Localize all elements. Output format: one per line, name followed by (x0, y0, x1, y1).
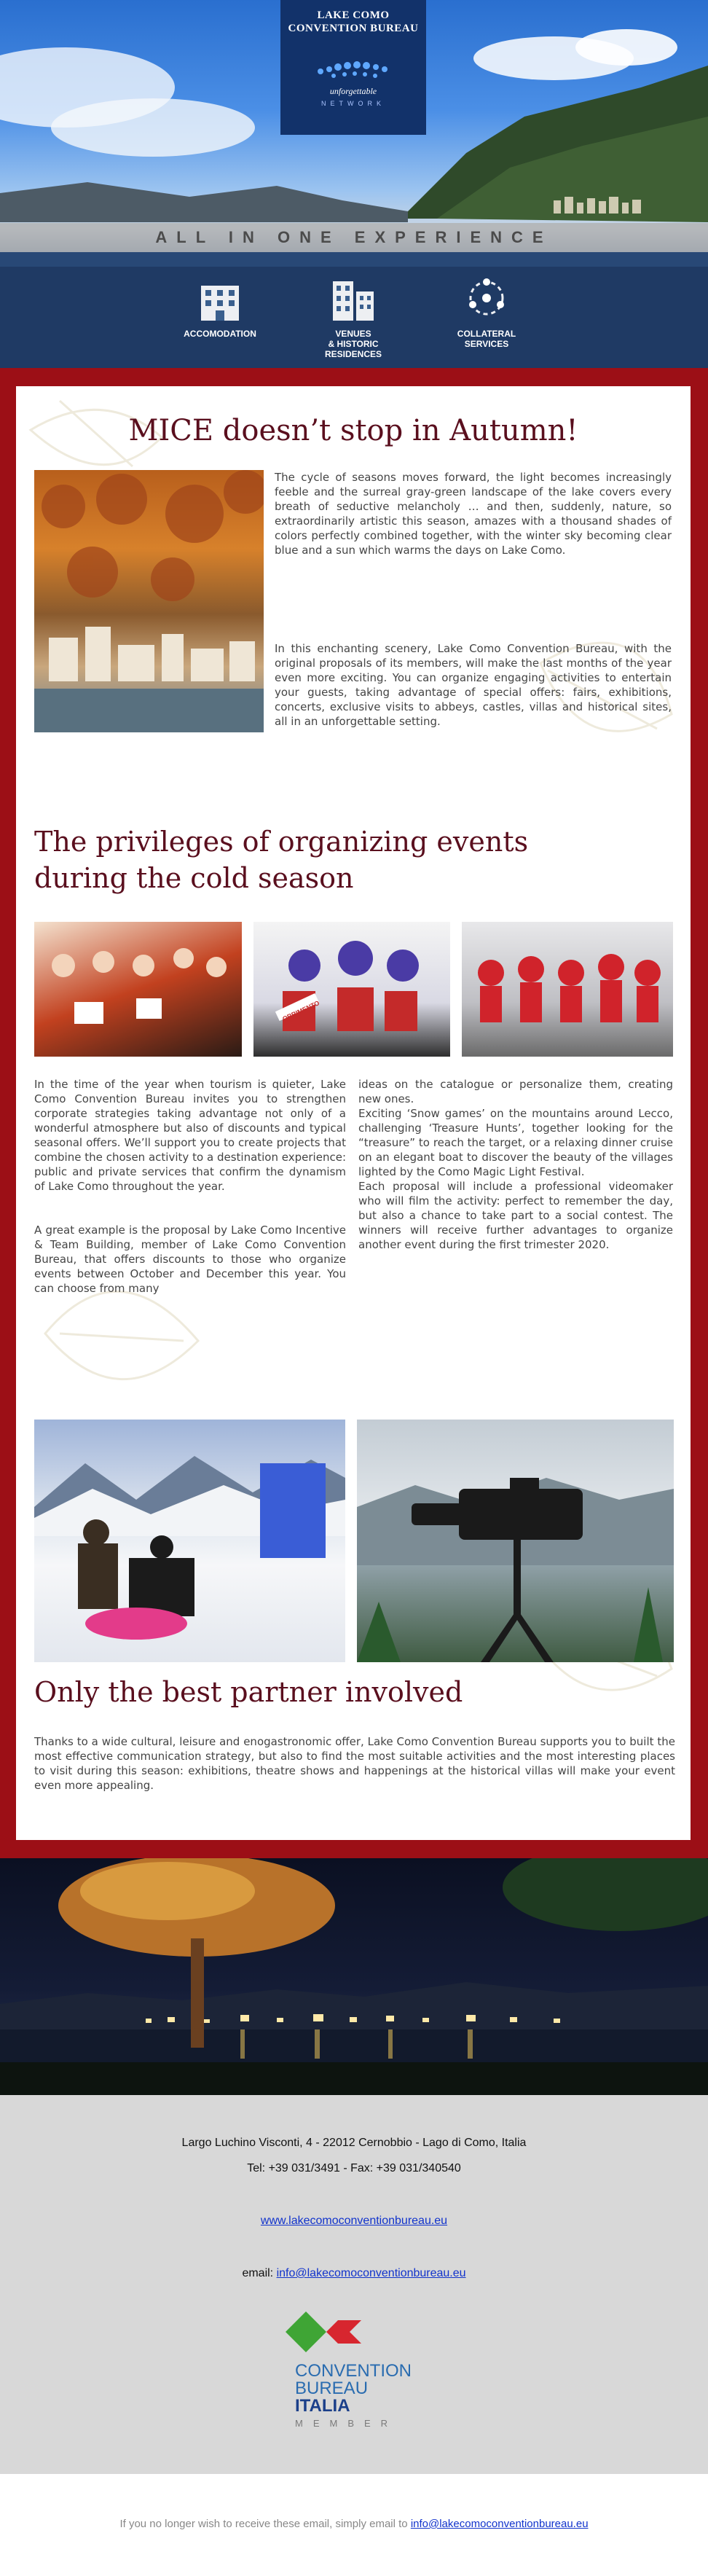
lake-night-photo-art (0, 1858, 708, 2095)
section2-title (34, 823, 675, 896)
section2-col2-paragraph-1: ideas on the catalogue or personalize them, creating new ones. (358, 1078, 673, 1105)
autumn-lake-photo-art (34, 470, 264, 732)
section1-title: MICE doesn’t stop in Autumn! (128, 414, 578, 447)
cbi-member: MEMBER (295, 2418, 398, 2429)
snow-games-photo-art (34, 1420, 345, 1662)
team-dance-photo (462, 922, 673, 1057)
team-dance-photo-art (462, 922, 673, 1057)
content-panel (16, 386, 691, 1840)
logo-title: LAKE COMO CONVENTION BUREAU (288, 9, 419, 34)
event-sign-text: ORRIMENTO (281, 999, 321, 1023)
section2-col1-paragraph-1: In the time of the year when tourism is quieter, Lake Como Convention Bureau invites you to strengthen corporate strategies taking advantage not only of a wonderful atmosphere but also of discounts and typical seasonal offers. We’ll support you to create projects that combine the chosen activity to a destination experience: public and private services that confirm the dynamism of Lake Como throughout the year. (34, 1078, 346, 1193)
section3-title: Only the best partner involved (34, 1676, 463, 1708)
footer-website-row (0, 2215, 708, 2228)
accommodation-label: ACCOMODATION (184, 329, 256, 339)
logo-network: NETWORK (321, 100, 385, 107)
all-in-one-band: ALL IN ONE EXPERIENCE (0, 223, 708, 252)
section3-paragraph: Thanks to a wide cultural, leisure and enogastronomic offer, Lake Como Convention Bureau supports you to built the most effective communication strategy, but also to find the most suitable activities and the most interesting places to visit during this season: exhibitions, theatre shows and happenings at the historical villas will make your event even more appealing. (34, 1735, 675, 1792)
section1-paragraph-1: The cycle of seasons moves forward, the light becomes increasingly feeble and the surreal gray-green landscape of the lake covers every breath of seductive melancholy … and then, suddenly, nature, so extraordinarily artistic this season, amazes with a thousand shades of colors perfectly combined together, with the winter sky becoming clear blue and a sun which warms the days on Lake Como. (275, 471, 672, 557)
videomaker-camera-photo (357, 1420, 674, 1662)
email-label: email: (242, 2267, 274, 2279)
venues-label: VENUES & HISTORIC RESIDENCES (324, 329, 382, 359)
section2-col2-paragraph-3: Each proposal will include a professional videomaker who will film the activity: perfect to remember the day, but also a chance to take part to a social contest. The winners will receive further advantages to organize another event during the first trimester 2020. (358, 1180, 673, 1251)
section2-col2-paragraph-2: Exciting ‘Snow games’ on the mountains around Lecco, challenging ‘Treasure Hunts’, together looking for the “treasure” to reach the target, or a relaxing dinner cruise on an elegant boat to discover the beauty of the villages lighted by the Como Magic Light Festival. (358, 1107, 673, 1178)
section2-title-line2: during the cold season (34, 862, 354, 894)
convention-bureau-italia-logo[interactable] (277, 2310, 437, 2429)
logo-tagline: unforgettable (329, 86, 377, 96)
autumn-lake-photo (34, 470, 264, 732)
cbi-line2: BUREAU (295, 2379, 369, 2398)
section2-title-line1: The privileges of organizing events (34, 826, 529, 858)
choir-photo-art (34, 922, 242, 1057)
camera-photo-art (357, 1420, 674, 1662)
footer-address: Largo Luchino Visconti, 4 - 22012 Cernobbio - Lago di Como, Italia (181, 2137, 527, 2149)
footer (0, 2095, 708, 2474)
villas-icon (330, 275, 377, 321)
footer-email-row (0, 2267, 708, 2280)
treasure-hunt-photo (253, 922, 450, 1057)
venues-link[interactable] (306, 275, 401, 359)
footer-phone: Tel: +39 031/3491 - Fax: +39 031/340540 (247, 2162, 461, 2174)
unsubscribe-email-link[interactable]: info@lakecomoconventionbureau.eu (410, 2518, 589, 2530)
collateral-services-link[interactable] (439, 275, 534, 349)
lake-night-photo (0, 1858, 708, 2095)
cbi-line3: ITALIA (295, 2396, 350, 2416)
unsubscribe-notice (0, 2518, 708, 2530)
email-link[interactable]: info@lakecomoconventionbureau.eu (276, 2267, 466, 2279)
choir-photo (34, 922, 242, 1057)
unsubscribe-text: If you no longer wish to receive these email, simply email to (119, 2518, 408, 2530)
hero-banner (0, 0, 708, 368)
buildings-icon (198, 275, 242, 321)
cbi-line1: CONVENTION (295, 2361, 412, 2381)
section1-paragraph-2: In this enchanting scenery, Lake Como Convention Bureau, with the original proposals of its members, will make the last months of the year even more exciting. You can organize engaging activities to entertain your guests, taking advantage of special offers: fairs, exhibitions, concerts, exclusive visits to abbeys, castles, villas and historical sites, all in an unforgettable setting. (275, 642, 672, 728)
collateral-services-icon (464, 275, 509, 321)
treasure-hunt-photo-art (253, 922, 450, 1057)
accommodation-link[interactable] (173, 275, 267, 339)
lake-como-cb-logo[interactable] (280, 0, 426, 135)
section2-col1-paragraph-2: A great example is the proposal by Lake Como Incentive & Team Building, member of Lake Como Convention Bureau, that offers discounts to those who organize events between October and December this year. You can choose from many (34, 1224, 346, 1295)
website-link[interactable]: www.lakecomoconventionbureau.eu (260, 2215, 448, 2227)
snow-games-photo (34, 1420, 345, 1662)
logo-dots-icon (310, 57, 397, 79)
collateral-services-label: COLLATERAL SERVICES (457, 329, 516, 349)
